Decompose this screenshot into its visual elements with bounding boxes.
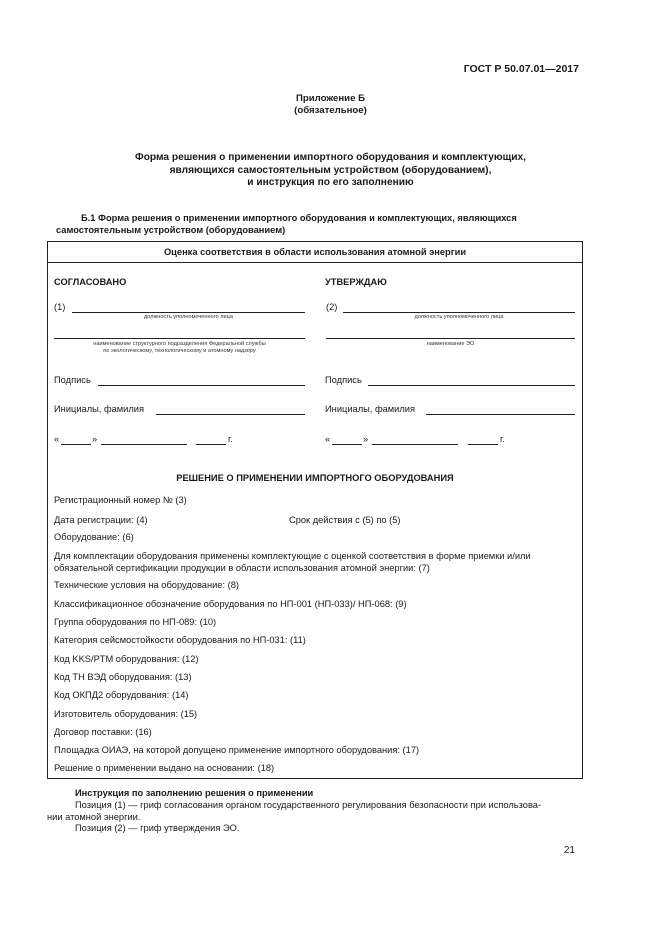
- decision-form-box: [47, 241, 583, 779]
- left-date-open: «: [54, 434, 60, 444]
- section-heading-line-2: самостоятельным устройством (оборудованием): [56, 225, 286, 235]
- form-box-title: Оценка соответствия в области использования атомной энергии: [163, 247, 467, 257]
- right-initials-label: Инициалы, фамилия: [325, 404, 416, 414]
- form-title: [0, 152, 661, 190]
- basis-field: Решение о применении выдано на основании: (18): [54, 763, 275, 773]
- document-code: ГОСТ Р 50.07.01—2017: [463, 63, 579, 75]
- instructions: [47, 788, 542, 835]
- tech-conditions-field: Технические условия на оборудование: (8): [54, 580, 240, 590]
- left-position-number: (1): [54, 302, 66, 312]
- approved-heading: СОГЛАСОВАНО: [54, 277, 127, 287]
- left-signature-label: Подпись: [54, 375, 91, 385]
- left-signature-field[interactable]: [98, 385, 305, 386]
- left-date-month-field[interactable]: [101, 444, 187, 445]
- left-date-close: »: [92, 434, 98, 444]
- right-date-year-suffix: г.: [500, 434, 505, 444]
- left-date-day-field[interactable]: [61, 444, 91, 445]
- site-field: Площадка ОИАЭ, на которой допущено применение импортного оборудования: (17): [54, 745, 420, 755]
- group-field: Группа оборудования по НП-089: (10): [54, 617, 217, 627]
- components-field-line-2: обязательной сертификации продукции в области использования атомной энергии: (7): [54, 563, 430, 573]
- reg-number-field: Регистрационный номер № (3): [54, 495, 187, 505]
- instruction-position-1-line-2: нии атомной энергии.: [47, 811, 141, 822]
- page-number: 21: [563, 845, 575, 856]
- section-heading-line-1: Б.1 Форма решения о применении импортного оборудования и комплектующих, являющихся: [81, 213, 517, 223]
- kks-field: Код KKS/PTM оборудования: (12): [54, 654, 199, 664]
- appendix-heading: [0, 93, 661, 117]
- right-position-field[interactable]: [343, 312, 575, 313]
- right-initials-field[interactable]: [426, 414, 575, 415]
- instruction-position-1: [47, 800, 541, 824]
- appendix-title: Приложение Б: [296, 93, 365, 104]
- left-initials-field[interactable]: [156, 414, 305, 415]
- left-position-field[interactable]: [72, 312, 305, 313]
- seismic-field: Категория сейсмостойкости оборудования по НП-031: (11): [54, 635, 306, 645]
- form-box-divider: [48, 262, 582, 263]
- right-position-caption: должность уполномоченного лица: [414, 314, 504, 320]
- reg-date-field: Дата регистрации: (4): [54, 515, 148, 525]
- appendix-subtitle: (обязательное): [294, 105, 367, 116]
- instruction-position-1-line-1: Позиция (1) — гриф согласования органом государственного регулирования безопасности при использова-: [75, 799, 542, 810]
- instructions-title: Инструкция по заполнению решения о применении: [75, 788, 314, 798]
- right-date-open: «: [325, 434, 331, 444]
- equipment-field: Оборудование: (6): [54, 532, 134, 542]
- form-title-line-1: Форма решения о применении импортного оборудования и комплектующих,: [135, 152, 526, 163]
- right-organization-caption: наименование ЭО: [426, 341, 475, 347]
- left-date-year-suffix: г.: [228, 434, 233, 444]
- instruction-position-2: Позиция (2) — гриф утверждения ЭО.: [75, 823, 240, 834]
- left-initials-label: Инициалы, фамилия: [54, 404, 145, 414]
- right-date-year-field[interactable]: [468, 444, 498, 445]
- components-field: [54, 550, 531, 574]
- right-position-number: (2): [326, 302, 338, 312]
- section-heading: [56, 212, 517, 236]
- form-title-line-3: и инструкция по его заполнению: [247, 177, 414, 188]
- right-date-day-field[interactable]: [332, 444, 362, 445]
- okpd2-field: Код ОКПД2 оборудования: (14): [54, 690, 189, 700]
- tn-ved-field: Код ТН ВЭД оборудования: (13): [54, 672, 192, 682]
- left-date-year-field[interactable]: [196, 444, 226, 445]
- contract-field: Договор поставки: (16): [54, 727, 152, 737]
- left-organization-caption: [54, 341, 305, 355]
- right-date-month-field[interactable]: [372, 444, 458, 445]
- components-field-line-1: Для комплектации оборудования применены комплектующие с оценкой соответствия в форме приемки и/или: [54, 551, 531, 561]
- decision-title: РЕШЕНИЕ О ПРИМЕНЕНИИ ИМПОРТНОГО ОБОРУДОВАНИЯ: [176, 473, 454, 483]
- right-organization-field[interactable]: [326, 338, 575, 339]
- validity-field: Срок действия с (5) по (5): [289, 515, 401, 525]
- right-date-close: »: [363, 434, 369, 444]
- left-organization-caption-line-2: по экологическому, технологическому и атомному надзору: [103, 348, 256, 354]
- classification-field: Классификационное обозначение оборудования по НП-001 (НП-033)/ НП-068: (9): [54, 599, 407, 609]
- left-organization-caption-line-1: наименование структурного подразделения Федеральной службы: [93, 341, 266, 347]
- left-position-caption: должность уполномоченного лица: [144, 314, 233, 320]
- manufacturer-field: Изготовитель оборудования: (15): [54, 709, 198, 719]
- confirm-heading: УТВЕРЖДАЮ: [325, 277, 387, 287]
- right-signature-label: Подпись: [325, 375, 362, 385]
- left-organization-field[interactable]: [54, 338, 305, 339]
- right-signature-field[interactable]: [368, 385, 575, 386]
- form-title-line-2: являющихся самостоятельным устройством (оборудованием),: [169, 164, 492, 176]
